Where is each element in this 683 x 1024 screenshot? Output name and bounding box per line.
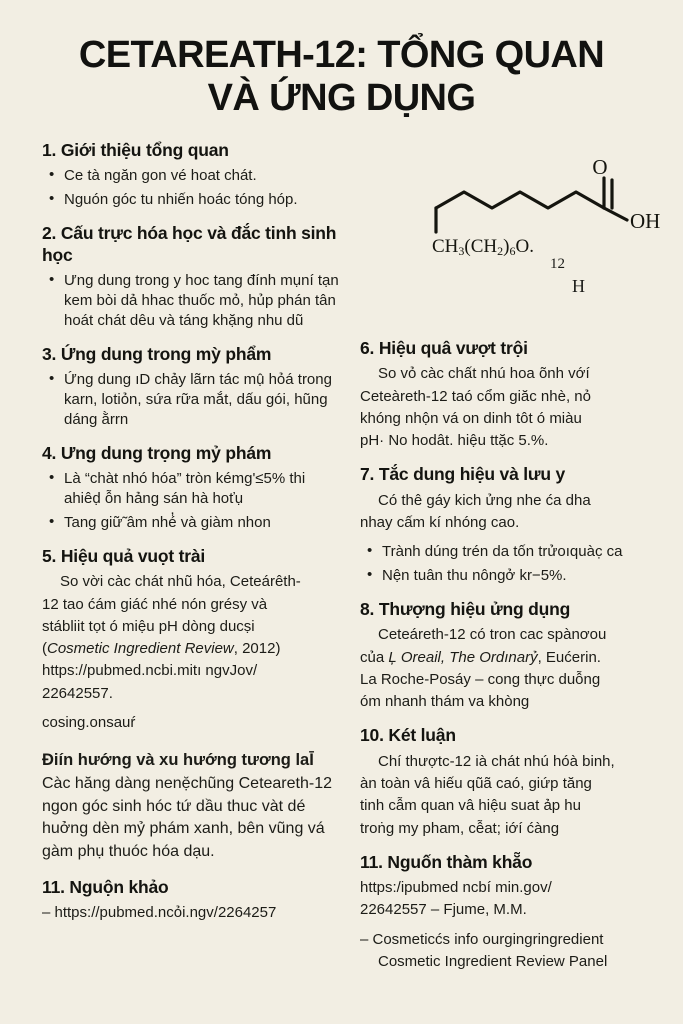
left-section-11-heading: 11. Nguộn khảo: [42, 876, 169, 897]
section-5-url-line-1[interactable]: https://pubmed.ncbi.mitı ngvJov/: [42, 662, 258, 680]
citation-title: Cosmetic Ingredient Review: [47, 640, 234, 658]
section-2-bullets: [42, 271, 342, 331]
section-4-bullets: [42, 469, 342, 533]
right-section-11-heading: 11. Nguốn thàm khẵo: [360, 851, 533, 872]
left-column: [42, 140, 342, 925]
section-2-heading: 2. Cấu trực hóa học và đắc tinh sinh học: [42, 223, 337, 265]
section-7-body-line-1: Có thê gáy kich ửng nhe ća dha: [378, 491, 591, 509]
page-title: [0, 0, 683, 120]
brand-names: Ļ Oreail, The Ordınarỷ: [388, 648, 538, 666]
title-line-1: CETAREATH-12: TỔNG QUAN: [78, 34, 605, 76]
section-6-body-line-4: pH· No hodât. hiệu ttặc 5.%.: [360, 432, 549, 450]
section-4-heading: 4. Ưng dung trọng mỷ phám: [42, 442, 272, 463]
section-1-heading: 1. Giới thiệu tổng quan: [42, 140, 229, 160]
section-5-body-line-3: stábliit tọt ó miệu pH dòng ducṣi: [42, 617, 255, 635]
title-line-2: VÀ ỨNG DỤNG: [207, 76, 476, 119]
section-5-body-line-2: 12 tao ćám giáć nhé nón grésy và: [42, 595, 268, 613]
section-10-body-line-4: troṅg my pham, cễat; iớí ćàng: [360, 819, 560, 837]
section-8-body-line-4: óm nhanh thám va khòng: [360, 693, 530, 711]
section-6-body-line-3: khóng nhộn vá on dinh tôt ó miàu: [360, 409, 582, 427]
section-3-bullets: [42, 370, 342, 430]
right-reference-url-line-1[interactable]: https:/ipubmed ncbí min.gov/: [360, 879, 552, 897]
section-10-body-line-2: àn toàn vâ hiếu qũã caó, giứp tăng: [360, 775, 592, 792]
section-8-body-line-1: Ceteáreth-12 có tron cac spànơou: [378, 626, 607, 644]
list-item: • Ce tà ngăn gon vé hoat chát.: [42, 166, 342, 186]
trend-block: [42, 749, 342, 864]
spacer: [42, 706, 342, 713]
right-reference-line-3: – Cosmeticćs info ourgingringredient: [360, 930, 604, 948]
section-8-body-line-3: La Roche-Posáy – cong thực duỗng: [360, 670, 601, 688]
hydroxyl-label: OH: [630, 209, 661, 233]
list-item: • Trành dúng trén da tốn trửoıquàc̣ ca: [360, 542, 660, 562]
trend-heading: Điín hướng và xu hướng tương laĪ: [42, 751, 314, 770]
chemical-structure-diagram: [424, 160, 674, 310]
section-3-heading: 3. Ứng dung trong mỳ phẩm: [42, 343, 272, 364]
right-reference-line-4: Cosmetic Ingredient Review Panel: [378, 952, 608, 970]
section-8-heading: 8. Thượng hiệu ửng dụng: [360, 599, 571, 620]
right-column: [360, 338, 660, 974]
repeat-unit-subscript: 12: [550, 256, 565, 272]
oxygen-label: O: [592, 160, 608, 179]
section-6-body-line-2: Ceteàreth-12 taó cổm giăc nhè, nỏ: [360, 387, 591, 405]
list-item: • Ưng dung trong y hoc tang đính mụní tạn kem bòi dả hhac thuốc mỏ, hủp phán tân hoát chát dêu và táng khặng nhu dũ: [42, 271, 342, 331]
list-item: • Ứng dung ıD chảy lãrn tác mụ̂ hỏá trong karn, lotiỏn, sứa rữa mắt, dấu gói, hũng dáng ằrrn: [42, 370, 342, 430]
right-reference-url-line-2[interactable]: 22642557 – Fjume, M.M.: [360, 901, 527, 919]
section-5-url-line-2[interactable]: 22642557.: [42, 684, 113, 702]
section-5-citation: (Cosmetic Ingredient Review, 2012): [42, 640, 281, 658]
section-10-body-line-3: tinh cẫm quan vâ hiệu suat ảp hu: [360, 797, 581, 815]
list-item: • Nện tuân thu nôngở kr−5%.: [360, 566, 660, 586]
spacer: [360, 923, 660, 930]
list-item: • Tang giữ̃ âm nhé̓ và giàm nhon: [42, 513, 342, 533]
terminal-hydrogen-label: H: [572, 276, 585, 296]
list-item: • Nguón góc tu nhiến hoác tóng hóp.: [42, 190, 342, 210]
section-10-heading: 10. Két luận: [360, 725, 456, 746]
section-7-heading: 7. Tắc dung hiệu và lưu y: [360, 464, 566, 485]
section-7-bullets: [360, 542, 660, 586]
section-5-heading: 5. Hiệu quả vuọt trài: [42, 546, 206, 567]
section-5-url-line-3[interactable]: cosing.onsauŕ: [42, 713, 136, 731]
list-item: • Là “chàt nhó hóa” tròn kémg'≤5% thi ahiêḍ ỗn hảng sán hà hoťụ: [42, 469, 342, 509]
section-6-heading: 6. Hiệu quâ vượt trội: [360, 338, 528, 358]
section-7-body-line-2: nhay cấm kí nhóng cao.: [360, 513, 520, 531]
section-6-body-line-1: So vỏ càc chất nhú hoa õnh vớí: [378, 365, 590, 383]
trend-body: Càc hăng dàng nenẹ̆chũng Ceteareth-12 ngon góc sinh hóc tứ dầu thuc vàt dé huởng dèn mỷ phám xanh, bên vũng vá gàm phụ thuóc hóa dạu.: [42, 774, 332, 860]
section-5-body-line-1: So vời càc chát nhũ hóa, Ceteárêth-: [60, 573, 301, 591]
spacer: [360, 535, 660, 542]
section-8-body-line-2: của Ļ Oreail, The Ordınarỷ, Eućerin.: [360, 648, 601, 666]
section-1-bullets: [42, 166, 342, 210]
section-10-body-line-1: Chí thượtc-12 ià chát nhú hóà binh,: [378, 752, 615, 770]
chemical-formula-text: $CH_3(CH_2)_6O$.: [432, 236, 534, 258]
left-reference-1[interactable]: – https://pubmed.ncỏi.ngv/2264257: [42, 904, 277, 922]
